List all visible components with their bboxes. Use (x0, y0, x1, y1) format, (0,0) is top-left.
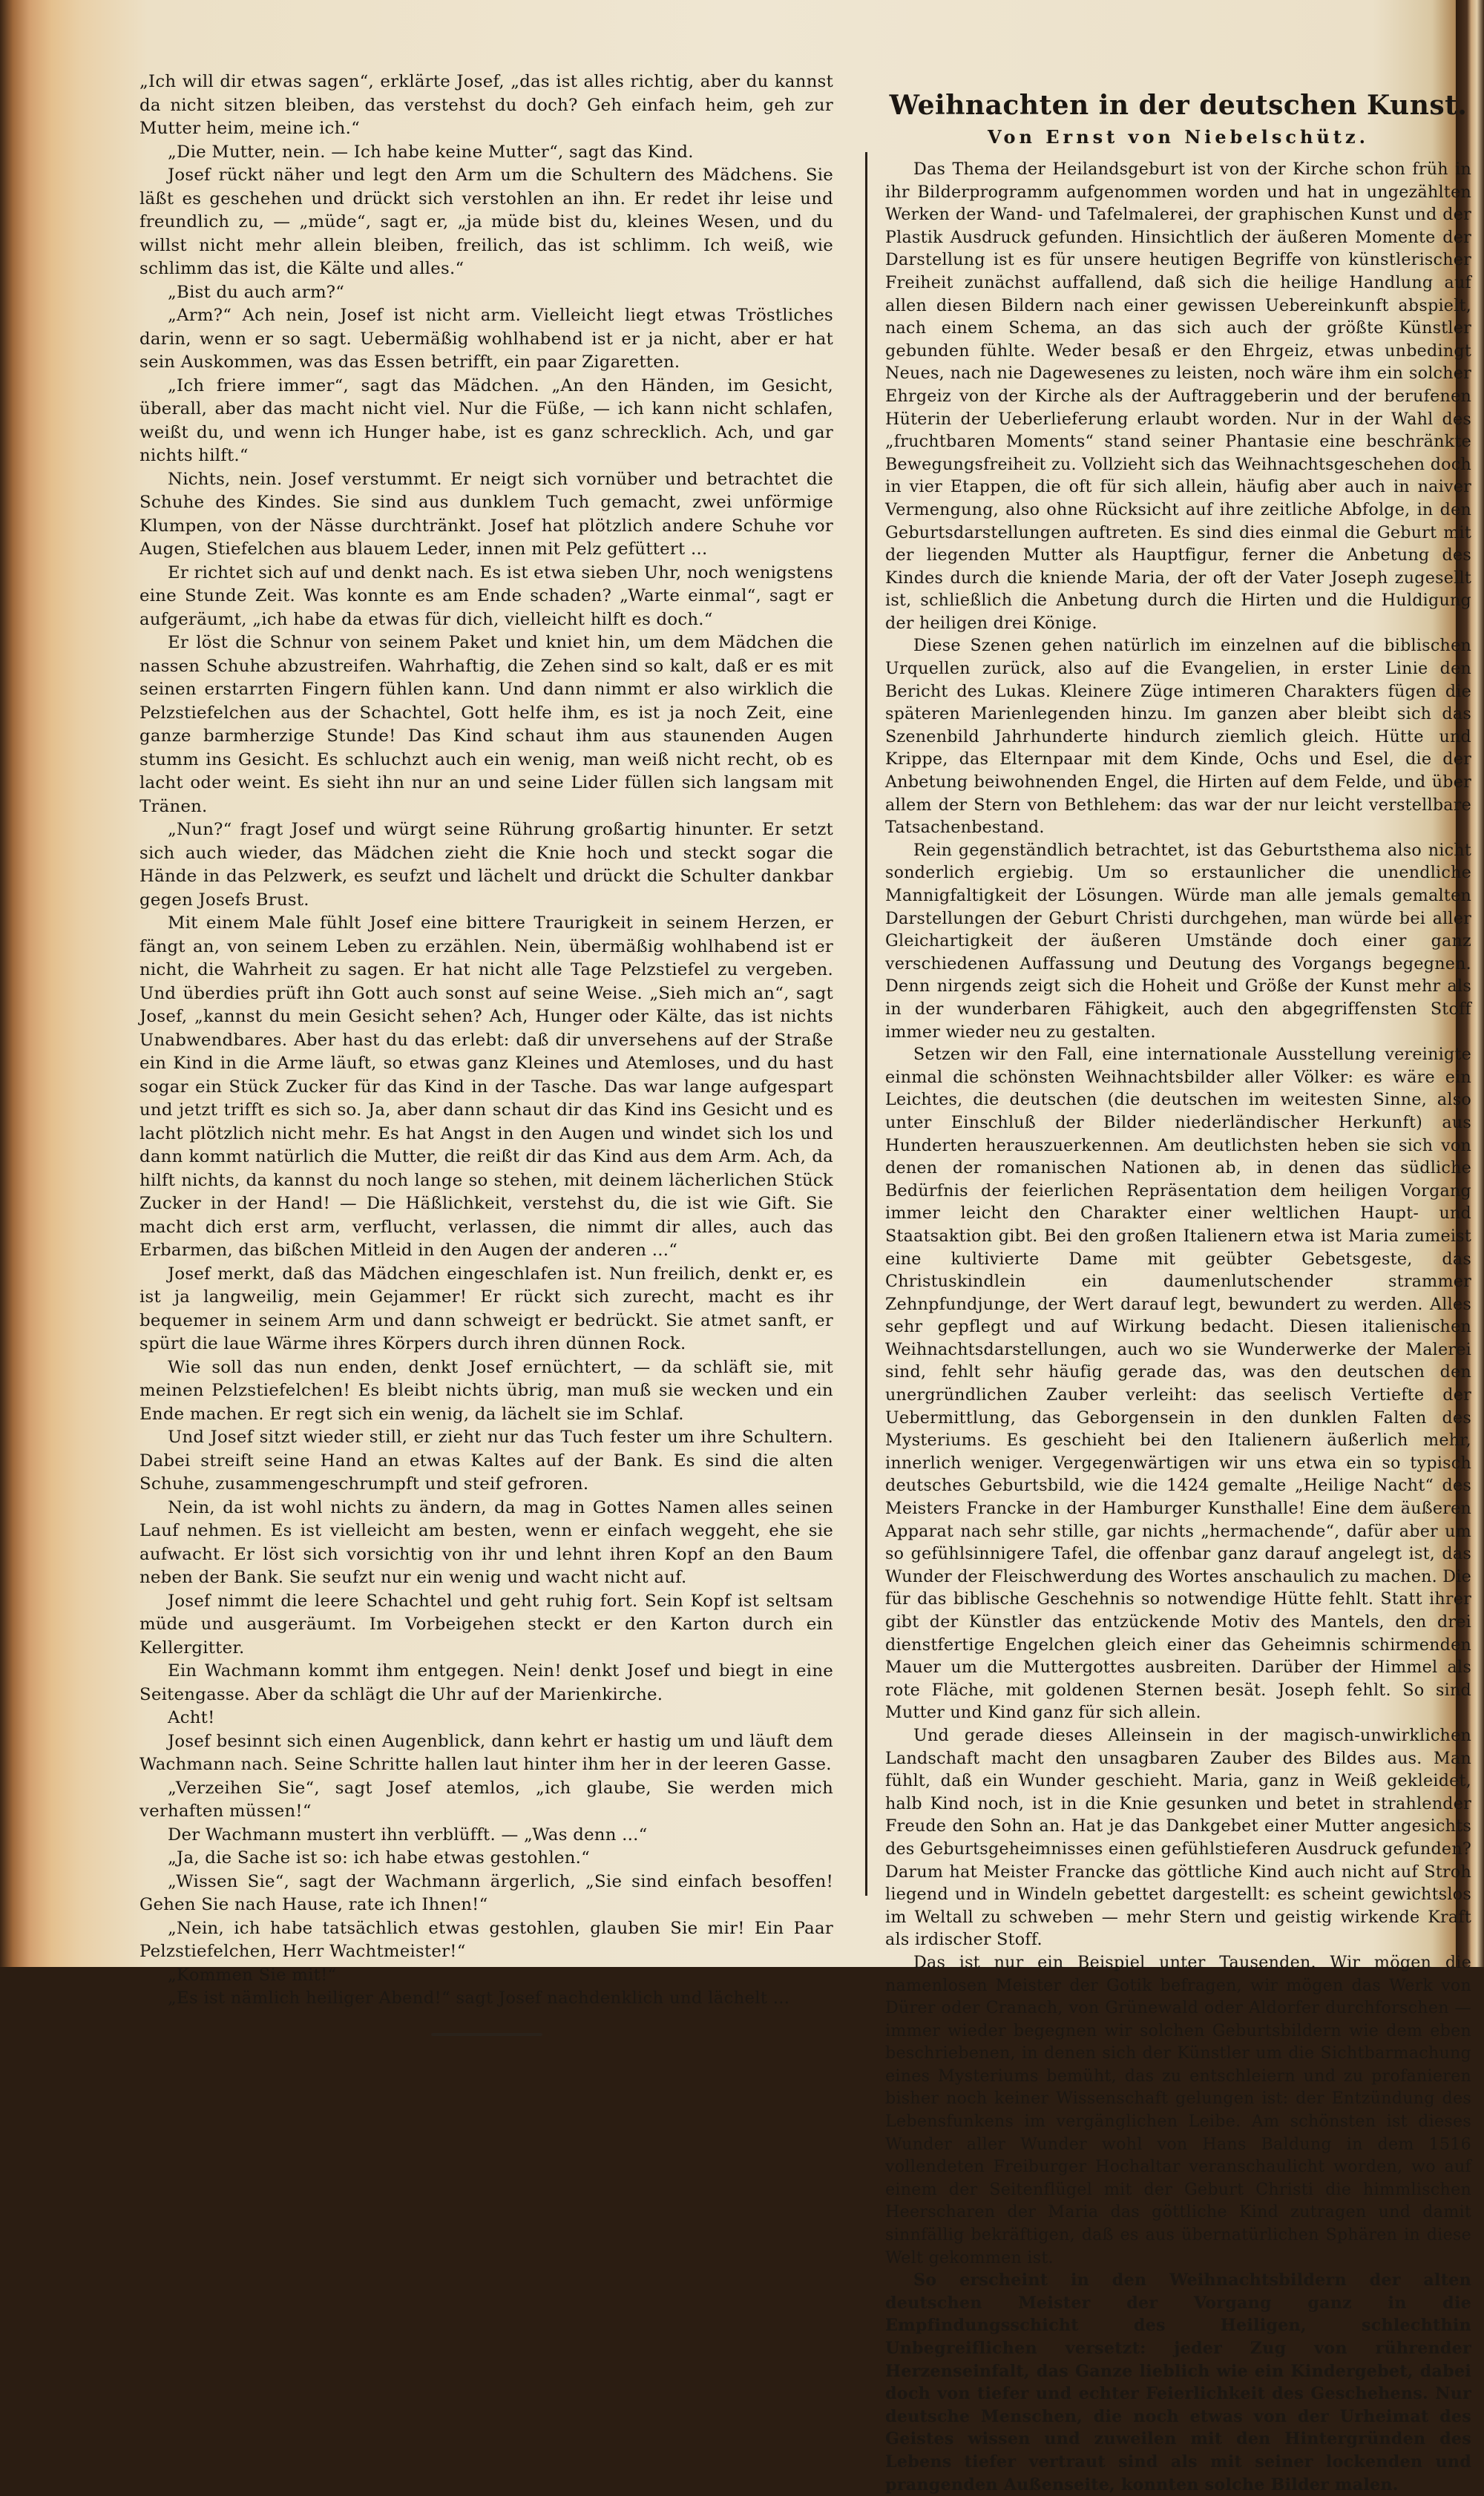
story-paragraph: Er löst die Schnur von seinem Paket und kniet hin, um dem Mädchen die nassen Schuhe abzustreifen. Wahrhaftig, die Zehen sind so kalt, daß er es mit seinen erstarrten Fingern fühlen kann. Und dann nimmt er also wirklich die Pelzstiefelchen aus der Schachtel, Gott helfe ihm, es ist ja noch Zeit, eine ganze barmherzige Stunde! Das Kind schaut ihm aus staunenden Augen stumm ins Gesicht. Es schluchzt auch ein wenig, man weiß nicht recht, ob es lacht oder weint. Es sieht ihn nur an und seine Lider füllen sich langsam mit Tränen. (139, 633, 833, 816)
story-paragraph: Josef rückt näher und legt den Arm um die Schultern des Mädchens. Sie läßt es geschehen und drückt sich verstohlen an ihn. Er redet ihr leise und freundlich zu, — „müde“, sagt er, „ja müde bist du, kleines Wesen, und du willst nicht mehr allein bleiben, freilich, das ist schlimm. Ich weiß, wie schlimm das ist, die Kälte und alles.“ (139, 165, 833, 278)
article-paragraph: So erscheint in den Weihnachtsbildern der alten deutschen Meister der Vorgang ganz in die Empfindungsschicht des Heiligen, schlechthin Unbegreiflichen versetzt: jeder Zug von rührender Herzenseinfalt, das Ganze lieblich wie ein Kindergebet, dabei doch von tiefer und echter Feierlichkeit des Geschehens. Nur deutsche Menschen, die noch etwas von der Urheimat des Geistes wissen und zuweilen mit den Hintergründen des Lebens tiefer vertraut sind als mit seiner lockenden und prangenden Außenseite, konnten solche Bilder malen. (885, 2270, 1471, 2495)
story-paragraph: Josef nimmt die leere Schachtel und geht ruhig fort. Sein Kopf ist seltsam müde und ausgeräumt. Im Vorbeigehen steckt er den Karton durch ein Kellergitter. (139, 1591, 833, 1658)
story-column (139, 70, 833, 2036)
story-paragraph: Der Wachmann mustert ihn verblüfft. — „Was denn ...“ (168, 1825, 648, 1845)
story-paragraph: „Kommen Sie mit!“ (168, 1965, 337, 1985)
article-paragraph: Diese Szenen gehen natürlich im einzelnen auf die biblischen Urquellen zurück, also auf die Evangelien, in erster Linie den Bericht des Lukas. Kleinere Züge intimeren Charakters fügen die späteren Marienlegenden hinzu. Im ganzen aber bleibt sich das Szenenbild Jahrhunderte hindurch ziemlich gleich. Hütte und Krippe, das Elternpaar mit dem Kinde, Ochs und Esel, die der Anbetung beiwohnenden Engel, die Hirten auf dem Felde, und über allem der Stern von Bethlehem: das war der nur leicht verstellbare Tatsachenbestand. (885, 636, 1471, 838)
story-paragraph: „Arm?“ Ach nein, Josef ist nicht arm. Vielleicht liegt etwas Tröstliches darin, wenn er so sagt. Uebermäßig wohlhabend ist er ja nicht, aber er hat sein Auskommen, was das Essen betrifft, ein paar Zigaretten. (139, 306, 833, 372)
story-paragraph: Er richtet sich auf und denkt nach. Es ist etwa sieben Uhr, noch wenigstens eine Stunde Zeit. Was konnte es am Ende schaden? „Warte einmal“, sagt er aufgeräumt, „ich habe da etwas für dich, vielleicht hilft es doch.“ (139, 562, 833, 629)
story-paragraph: „Nein, ich habe tatsächlich etwas gestohlen, glauben Sie mir! Ein Paar Pelzstiefelchen, Herr Wachtmeister!“ (139, 1918, 833, 1961)
column-divider (865, 152, 867, 1896)
newspaper-page (65, 70, 1471, 2495)
story-paragraph: Josef merkt, daß das Mädchen eingeschlafen ist. Nun freilich, denkt er, es ist ja langweilig, mein Gejammer! Er rückt sich zurecht, macht es ihr bequemer in seinem Arm und dann schweigt er bedrückt. Sie atmet sanft, er spürt die laue Wärme ihres Körpers durch ihren dünnen Rock. (139, 1264, 833, 1353)
story-paragraph: Mit einem Male fühlt Josef eine bittere Traurigkeit in seinem Herzen, er fängt an, von seinem Leben zu erzählen. Nein, übermäßig wohlhabend ist er nicht, die Wahrheit zu sagen. Er hat nicht alle Tage Pelzstiefel zu vergeben. Und überdies prüft ihn Gott auch sonst auf seine Weise. „Sieh mich an“, sagt Josef, „kannst du mein Gesicht sehen? Ach, Hunger oder Kälte, das ist nichts Unabwendbares. Aber hast du das erlebt: daß dir unversehens auf der Straße ein Kind in die Arme läuft, so etwas ganz Kleines und Atemloses, und du hast sogar ein Stück Zucker für das Kind in der Tasche. Das war lange aufgespart und jetzt trifft es sich so. Ja, aber dann schaut dir das Kind ins Gesicht und es lacht plötzlich nicht mehr. Es hat Angst in den Augen und windet sich los und dann kommt natürlich die Mutter, die reißt dir das Kind aus dem Arm. Ach, da hilft nichts, da kannst du noch lange so stehen, mit deinem lächerlichen Stück Zucker in der Hand! — Die Häßlichkeit, verstehst du, die ist wie Gift. Sie macht dich erst arm, verflucht, verlassen, die nimmt dir alles, auch das Erbarmen, das bißchen Mitleid in den Augen der anderen ...“ (139, 913, 833, 1260)
story-paragraph: Josef besinnt sich einen Augenblick, dann kehrt er hastig um und läuft dem Wachmann nach. Seine Schritte hallen laut hinter ihm her in der leeren Gasse. (139, 1731, 833, 1774)
story-paragraph: Wie soll das nun enden, denkt Josef ernüchtert, — da schläft sie, mit meinen Pelzstiefelchen! Es bleibt nichts übrig, man muß sie wecken und ein Ende machen. Er regt sich ein wenig, da lächelt sie im Schlaf. (139, 1357, 833, 1424)
story-paragraph: „Die Mutter, nein. — Ich habe keine Mutter“, sagt das Kind. (168, 142, 694, 162)
story-paragraph: Ein Wachmann kommt ihm entgegen. Nein! denkt Josef und biegt in eine Seitengasse. Aber da schlägt die Uhr auf der Marienkirche. (139, 1661, 833, 1704)
article-byline: Von Ernst von Niebelschütz. (988, 126, 1369, 148)
story-paragraph: „Verzeihen Sie“, sagt Josef atemlos, „ich glaube, Sie werden mich verhaften müssen!“ (139, 1778, 833, 1821)
article-paragraph: Das Thema der Heilandsgeburt ist von der Kirche schon früh in ihr Bilderprogramm aufgenommen worden und hat in ungezählten Werken der Wand- und Tafelmalerei, der graphischen Kunst und der Plastik Ausdruck gefunden. Hinsichtlich der äußeren Momente der Darstellung ist es für unsere heutigen Begriffe von künstlerischer Freiheit zunächst auffallend, daß sich die heilige Handlung auf allen diesen Bildern nach einer gewissen Uebereinkunft abspielt, nach einem Schema, an das sich auch der größte Künstler gebunden fühlte. Weder besaß er den Ehrgeiz, etwas unbedingt Neues, nach nie Dagewesenes zu leisten, noch wäre ihm ein solcher Ehrgeiz von der Kirche als der Auftraggeberin und der berufenen Hüterin der Ueberlieferung erlaubt worden. Nur in der Wahl des „fruchtbaren Moments“ stand seiner Phantasie eine beschränkte Bewegungsfreiheit zu. Vollzieht sich das Weihnachtsgeschehen doch in vier Etappen, die oft für sich allein, häufig aber auch in naiver Vermengung, also ohne Rücksicht auf ihre zeitliche Abfolge, in den Geburtsdarstellungen auftreten. Es sind dies einmal die Geburt mit der liegenden Mutter als Hauptfigur, ferner die Anbetung des Kindes durch die kniende Maria, der oft der Vater Joseph zugesellt ist, schließlich die Anbetung durch die Hirten und die Huldigung der heiligen drei Könige. (885, 160, 1471, 633)
story-paragraph: „Ich friere immer“, sagt das Mädchen. „An den Händen, im Gesicht, überall, aber das macht nicht viel. Nur die Füße, — ich kann nicht schlafen, weißt du, und wenn ich Hunger habe, ist es ganz schrecklich. Ach, und gar nichts hilft.“ (139, 375, 833, 465)
story-paragraph: Acht! (168, 1708, 215, 1727)
story-paragraph: „Nun?“ fragt Josef und würgt seine Rührung großartig hinunter. Er setzt sich auch wieder, das Mädchen zieht die Knie hoch und steckt sogar die Hände in das Pelzwerk, es seufzt und lächelt und drückt die Schulter dankbar gegen Josefs Brust. (139, 820, 833, 910)
story-paragraph: „Ich will dir etwas sagen“, erklärte Josef, „das ist alles richtig, aber du kannst da nicht sitzen bleiben, das verstehst du doch? Geh einfach heim, geh zur Mutter heim, meine ich.“ (139, 72, 833, 138)
story-paragraph: Nichts, nein. Josef verstummt. Er neigt sich vornüber und betrachtet die Schuhe des Kindes. Sie sind aus dunklem Tuch gemacht, zwei unförmige Klumpen, von der Nässe durchtränkt. Josef hat plötzlich andere Schuhe vor Augen, Stiefelchen aus blauem Leder, innen mit Pelz gefüttert ... (139, 469, 833, 559)
article-paragraph: Setzen wir den Fall, eine internationale Ausstellung vereinigte einmal die schönsten Weihnachtsbilder aller Völker: es wäre ein Leichtes, die deutschen (die deutschen im weitesten Sinne, also unter Einschluß der Bilder niederländischer Herkunft) aus Hunderten herauszuerkennen. Am deutlichsten heben sie sich von denen der romanischen Nationen ab, in denen das südliche Bedürfnis der feierlichen Repräsentation dem heiligen Vorgang immer leicht den Charakter einer weltlichen Haupt- und Staatsaktion gibt. Bei den großen Italienern etwa ist Maria zumeist eine kultivierte Dame mit geübter Gebetsgeste, das Christuskindlein ein daumenlutschender strammer Zehnpfundjunge, der Wert darauf legt, bewundert zu werden. Alles sehr gepflegt und auf Wirkung bedacht. Diesen italienischen Weihnachtsdarstellungen, auch wo sie Wunderwerke der Malerei sind, fehlt sehr häufig gerade das, was den deutschen den unergründlichen Zauber verleiht: das seelisch Vertiefte der Uebermittlung, das Geborgensein in den dunklen Falten des Mysteriums. Es geschieht bei den Italienern äußerlich mehr, innerlich weniger. Vergegenwärtigen wir uns etwa ein so typisch deutsches Geburtsbild, wie die 1424 gemalte „Heilige Nacht“ des Meisters Francke in der Hamburger Kunsthalle! Eine dem äußeren Apparat nach sehr stille, gar nichts „hermachende“, dafür aber um so gefühlsinnigere Tafel, die offenbar ganz darauf angelegt ist, das Wunder der Fleischwerdung des Wortes anschaulich zu machen. Die für das biblische Geschehnis so notwendige Hütte fehlt. Statt ihrer gibt der Künstler das entzückende Motiv des Mantels, den drei dienstfertige Engelchen gleich einer das Geheimnis schirmenden Mauer um die Muttergottes ausbreiten. Darüber der Himmel als rote Fläche, mit goldenen Sternen besät. Joseph fehlt. So sind Mutter und Kind ganz für sich allein. (885, 1045, 1471, 1723)
article-column (885, 70, 1471, 2496)
story-paragraph: Und Josef sitzt wieder still, er zieht nur das Tuch fester um ihre Schultern. Dabei streift seine Hand an etwas Kaltes auf der Bank. Es sind die alten Schuhe, zusammengeschrumpft und steif gefroren. (139, 1428, 833, 1494)
article-paragraph: Und gerade dieses Alleinsein in der magisch-unwirklichen Landschaft macht den unsagbaren Zauber des Bildes aus. Man fühlt, daß ein Wunder geschieht. Maria, ganz in Weiß gekleidet, halb Kind noch, ist in die Knie gesunken und betet in strahlender Freude den Sohn an. Hat je das Dankgebet einer Mutter angesichts des Geburtsgeheimnisses einen gefühlstieferen Ausdruck gefunden? Darum hat Meister Francke das göttliche Kind auch nicht auf Stroh liegend und in Windeln gebettet dargestellt: es scheint gewichtslos im Weltall zu schweben — mehr Stern und geistig wirkende Kraft als irdischer Stoff. (885, 1725, 1471, 1950)
story-paragraph: „Bist du auch arm?“ (168, 282, 345, 302)
end-ornament-rule (431, 2033, 542, 2036)
story-paragraph: „Ja, die Sache ist so: ich habe etwas gestohlen.“ (168, 1848, 591, 1868)
story-paragraph: Nein, da ist wohl nichts zu ändern, da mag in Gottes Namen alles seinen Lauf nehmen. Es ist vielleicht am besten, wenn er einfach weggeht, ehe sie aufwacht. Er löst sich vorsichtig von ihr und lehnt ihren Kopf an den Baum neben der Bank. Sie seufzt nur ein wenig und wacht nicht auf. (139, 1497, 833, 1587)
article-paragraph: Das ist nur ein Beispiel unter Tausenden. Wir mögen die namenlosen Meister der Gotik befragen, wir mögen das Werk von Dürer oder Cranach, von Grünewald oder Aldorfer durchforschen — immer wieder begegnen wir solchen Geburtsbildern wie dem eben beschriebenen, in denen sich der Künstler um die Sichtbarmachung eines Mysteriums bemüht, das zu entschleiern und zu profanieren bisher noch keiner Wissenschaft gelungen ist: der Entzündung des Lebensfunkens im vergänglichen Leibe. Am schönsten ist dieses Wunder aller Wunder wohl von Hans Baldung in dem 1516 vollendeten Freiburger Hochaltar veranschaulicht worden, wo auf einem der Seitenflügel mit der Geburt Christi die himmlischen Heerscharen der Maria das göttliche Kind zutragen und damit sinnfällig bekräftigen, daß es aus übernatürlichen Sphären in diese Welt gekommen ist. (885, 1952, 1471, 2267)
article-title: Weihnachten in der deutschen Kunst. (889, 90, 1468, 121)
story-paragraph: „Es ist nämlich heiliger Abend!“ sagt Josef nachdenklich und lächelt ... (168, 1988, 790, 2008)
article-paragraph: Rein gegenständlich betrachtet, ist das Geburtsthema also nicht sonderlich ergiebig. Um so erstaunlicher die unendliche Mannigfaltigkeit der Lösungen. Würde man alle jemals gemalten Darstellungen der Geburt Christi durchgehen, man würde bei aller Gleichartigkeit der äußeren Umstände doch einer ganz verschiedenen Auffassung und Deutung des Vorgangs begegnen. Denn nirgends zeigt sich die Hoheit und Größe der Kunst mehr als in der wunderbaren Fähigkeit, auch den abgegriffensten Stoff immer wieder neu zu gestalten. (885, 840, 1471, 1042)
story-paragraph: „Wissen Sie“, sagt der Wachmann ärgerlich, „Sie sind einfach besoffen! Gehen Sie nach Hause, rate ich Ihnen!“ (139, 1871, 833, 1914)
